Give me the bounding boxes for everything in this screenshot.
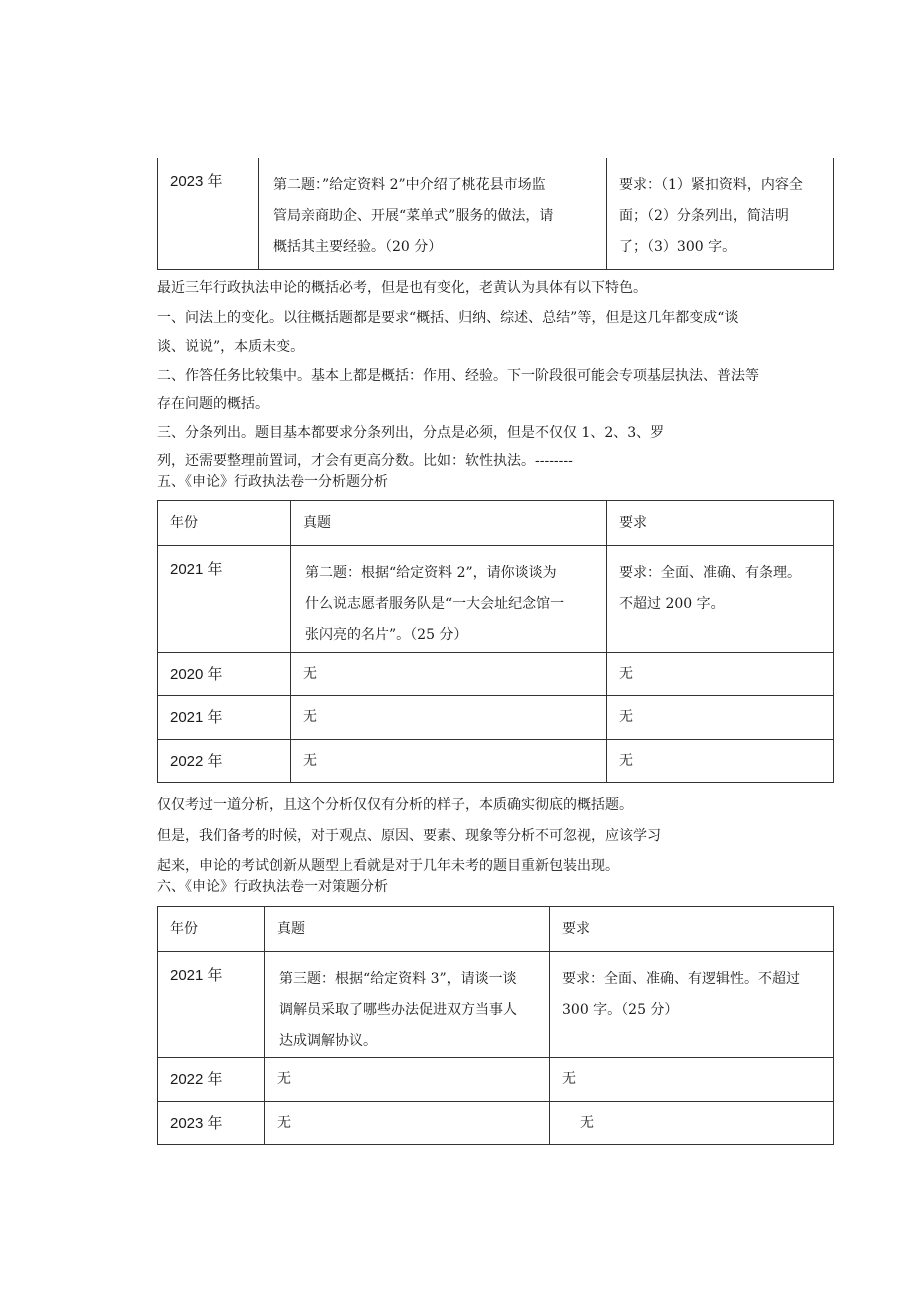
requirement-cell: 无 — [550, 1102, 834, 1145]
question-line: 管局亲商助企、开展“菜单式”服务的做法，请 — [273, 208, 554, 224]
paragraph-point-one: 一、问法上的变化。以往概括题都是要求“概括、归纳、综述、总结”等，但是这几年都变成“谈 — [157, 310, 739, 326]
section5-title: 五、《申论》行政执法卷一分析题分析 — [157, 474, 388, 490]
year-text: 2021 年 — [170, 967, 223, 984]
year-cell — [158, 952, 265, 1058]
requirement-cell: 无 — [550, 1058, 834, 1102]
year-cell — [158, 740, 291, 783]
year-cell — [158, 158, 259, 269]
paragraph-analysis-note: 仅仅考过一道分析，且这个分析仅仅有分析的样子，本质确实彻底的概括题。 — [157, 797, 633, 813]
question-cell: 无 — [291, 653, 607, 696]
header-requirement: 要求 — [550, 907, 834, 952]
table-header-row — [158, 907, 834, 952]
year-cell — [158, 1058, 265, 1102]
requirement-line: 了；（3）300 字。 — [619, 239, 737, 255]
table-row — [158, 1058, 834, 1102]
paragraph-point-three-cont: 列，还需要整理前置词，才会有更高分数。比如：软性执法。-------- — [157, 453, 573, 469]
requirement-cell — [607, 158, 834, 269]
requirement-line: 要求：全面、准确、有逻辑性。不超过 — [562, 971, 800, 987]
requirement-line: 面；（2）分条列出，简洁明 — [619, 208, 789, 224]
requirement-cell: 无 — [607, 696, 834, 740]
table-row — [158, 158, 834, 269]
year-text: 2021 年 — [170, 561, 223, 578]
question-cell — [265, 952, 550, 1058]
question-line: 第二题：”给定资料 2”中介绍了桃花县市场监 — [273, 177, 546, 193]
paragraph-intro: 最近三年行政执法申论的概括必考，但是也有变化，老黄认为具体有以下特色。 — [157, 280, 647, 296]
paragraph-point-two-cont: 存在问题的概括。 — [157, 396, 269, 412]
question-cell — [291, 546, 607, 653]
year-text: 2022 年 — [170, 752, 223, 770]
header-requirement: 要求 — [607, 501, 834, 546]
paragraph-preparation: 但是，我们备考的时候，对于观点、原因、要素、现象等分析不可忽视，应该学习 — [157, 828, 661, 844]
requirement-line: 要求：（1）紧扣资料，内容全 — [619, 177, 803, 193]
year-cell — [158, 696, 291, 740]
requirement-line: 300 字。（25 分） — [562, 1002, 679, 1018]
table-row — [158, 1102, 834, 1145]
question-line: 调解员采取了哪些办法促进双方当事人 — [279, 1002, 517, 1018]
question-cell: 无 — [291, 740, 607, 783]
requirement-line: 不超过 200 字。 — [619, 596, 725, 612]
question-cell — [259, 158, 607, 269]
requirement-line: 要求：全面、准确、有条理。 — [619, 565, 801, 581]
question-line: 张闪亮的名片”。（25 分） — [305, 627, 468, 643]
requirement-cell: 无 — [607, 740, 834, 783]
year-text: 2021 年 — [170, 709, 223, 726]
question-line: 什么说志愿者服务队是“一大会址纪念馆一 — [305, 596, 565, 612]
table-row — [158, 653, 834, 696]
section6-title: 六、《申论》行政执法卷一对策题分析 — [157, 879, 388, 895]
question-line: 第二题：根据“给定资料 2”，请你谈谈为 — [305, 565, 557, 581]
table-row — [158, 696, 834, 740]
table-row — [158, 740, 834, 783]
question-cell: 无 — [291, 696, 607, 740]
header-question: 真题 — [291, 501, 607, 546]
header-year: 年份 — [158, 907, 265, 952]
table-header-row — [158, 501, 834, 546]
header-question: 真题 — [265, 907, 550, 952]
paragraph-point-three: 三、分条列出。题目基本都要求分条列出，分点是必须，但是不仅仅 1、2、3、罗 — [157, 425, 665, 441]
year-text: 2022 年 — [170, 1071, 223, 1088]
requirement-cell — [550, 952, 834, 1058]
section5-table — [157, 500, 834, 783]
section6-table — [157, 906, 834, 1145]
requirement-cell: 无 — [607, 653, 834, 696]
year-text: 2023 年 — [170, 1114, 223, 1132]
year-cell — [158, 1102, 265, 1145]
question-line: 达成调解协议。 — [279, 1033, 377, 1049]
question-cell: 无 — [265, 1102, 550, 1145]
question-cell: 无 — [265, 1058, 550, 1102]
table-2023-summary — [157, 158, 834, 270]
table-row — [158, 952, 834, 1058]
requirement-cell — [607, 546, 834, 653]
year-cell — [158, 653, 291, 696]
paragraph-point-two: 二、作答任务比较集中。基本上都是概括：作用、经验。下一阶段很可能会专项基层执法、普法等 — [157, 368, 759, 384]
table-row — [158, 546, 834, 653]
paragraph-preparation-cont: 起来，申论的考试创新从题型上看就是对于几年未考的题目重新包装出现。 — [157, 858, 619, 874]
year-cell — [158, 546, 291, 653]
question-line: 概括其主要经验。（20 分） — [273, 239, 443, 255]
paragraph-point-one-cont: 谈、说说”，本质未变。 — [157, 339, 305, 355]
question-line: 第三题：根据“给定资料 3”，请谈一谈 — [279, 971, 517, 987]
header-year: 年份 — [158, 501, 291, 546]
year-text: 2020 年 — [170, 665, 223, 683]
year-text: 2023 年 — [170, 173, 223, 190]
